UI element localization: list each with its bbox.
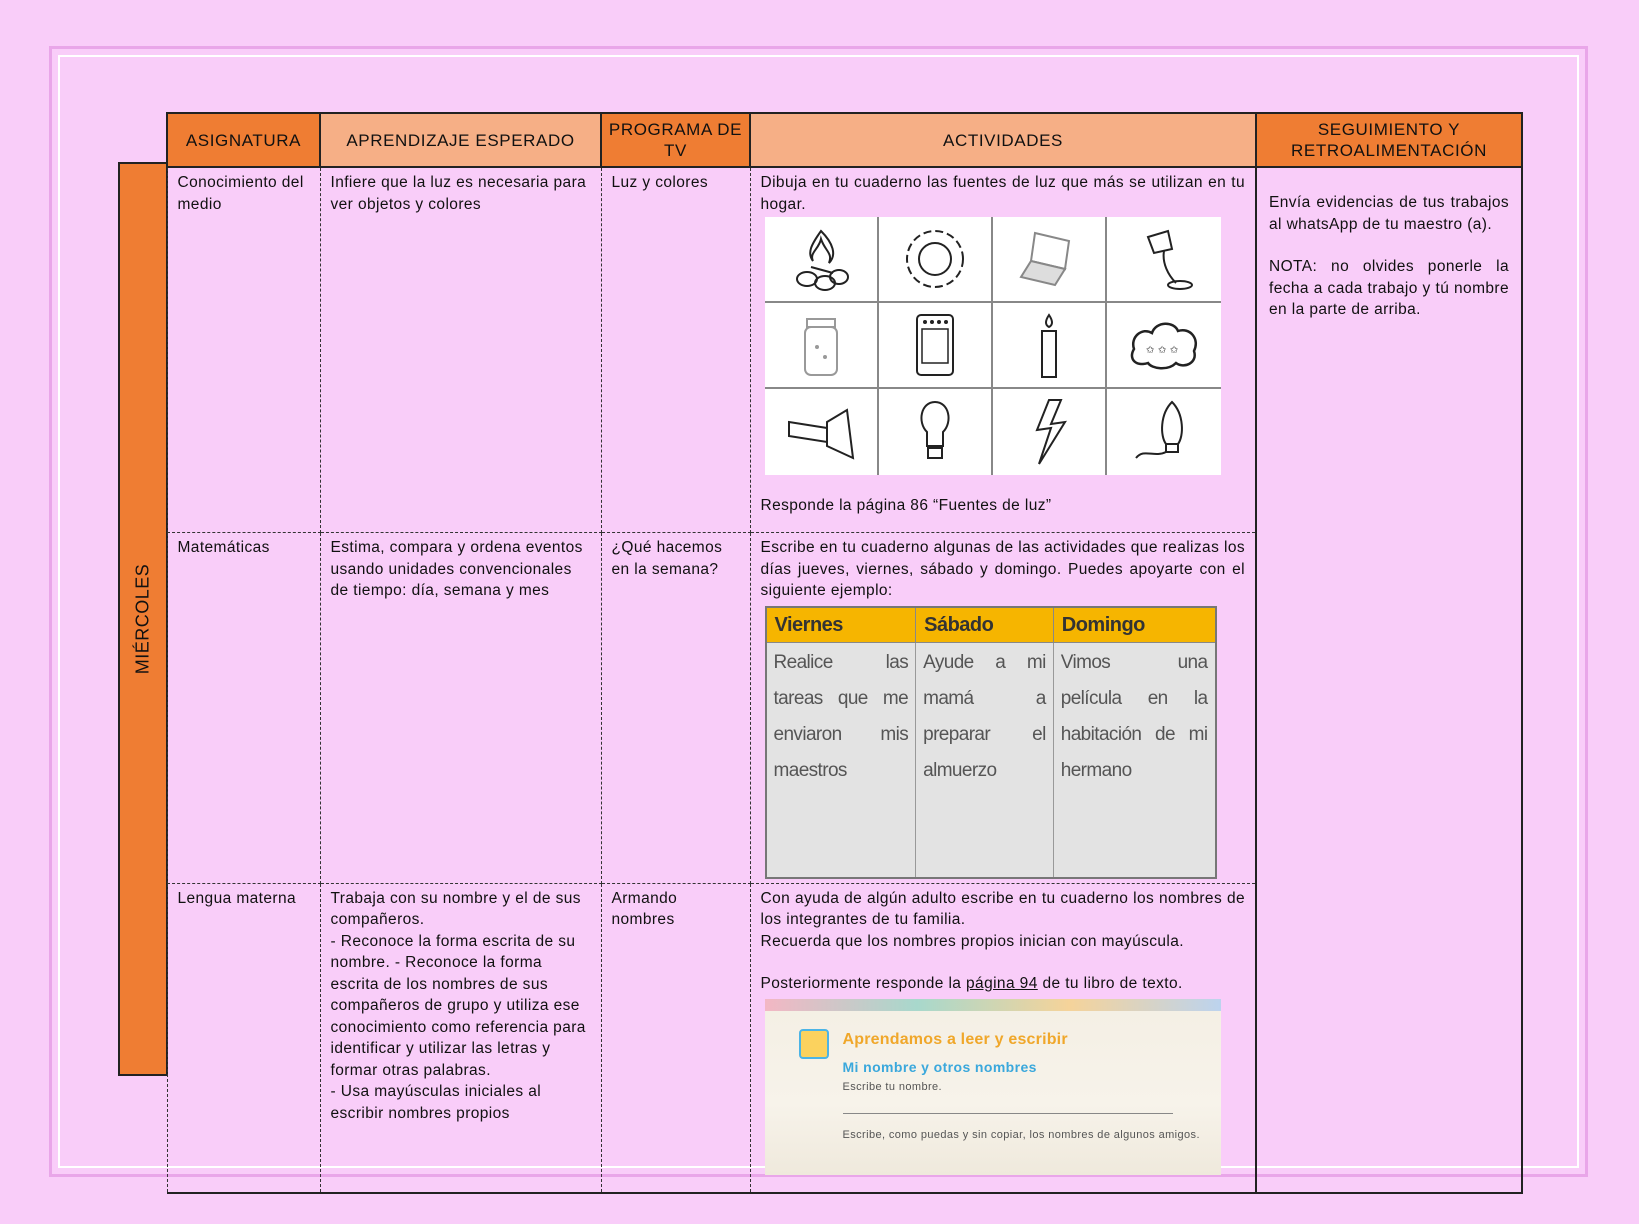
programa-cell: Luz y colores [601, 167, 750, 533]
textbook-write-line [843, 1113, 1173, 1114]
christmas-light-icon [1124, 396, 1204, 468]
flashlight-icon [781, 396, 861, 468]
actividades-cell [750, 883, 1256, 1193]
page-link: página 94 [966, 975, 1038, 992]
actividades-cell [750, 167, 1256, 533]
asignatura-cell: Lengua materna [167, 883, 320, 1193]
schedule-cell-sabado: Ayude a mi mamá a preparar el almuerzo [916, 642, 1054, 878]
actividad-intro: Escribe en tu cuaderno algunas de las actividades que realizas los días jueves, viernes, sábado y domingo. Puedes apoyarte con el siguiente ejemplo: [760, 539, 1245, 599]
schedule-header-domingo: Domingo [1053, 607, 1215, 643]
light-bulb-icon [895, 396, 975, 468]
textbook-badge-icon [799, 1029, 829, 1059]
programa-cell: ¿Qué hacemos en la semana? [601, 533, 750, 884]
day-column [118, 162, 168, 1076]
laptop-icon [1009, 223, 1089, 295]
aprendizaje-cell: Trabaja con su nombre y el de sus compañeros. - Reconoce la forma escrita de su nombre. - Reconoce la forma escrita de los nombres de sus compañeros de grupo y utiliza ese conocimiento como referencia para identificar y utilizar las letras y formar otras palabras. - Usa mayúsculas iniciales al escribir nombres propios [320, 883, 601, 1193]
lesson-plan-table [166, 112, 1523, 1194]
actividad-outro: Responde la página 86 “Fuentes de luz” [760, 497, 1052, 514]
seguimiento-p1: Envía evidencias de tus trabajos al whatsApp de tu maestro (a). [1269, 194, 1509, 233]
header-asignatura: ASIGNATURA [167, 113, 320, 167]
tablet-icon [895, 309, 975, 381]
schedule-header-sabado: Sábado [916, 607, 1054, 643]
schedule-cell-domingo: Vimos una película en la habitación de mi hermano [1053, 642, 1215, 878]
textbook-line2: Escribe, como puedas y sin copiar, los nombres de algunos amigos. [842, 1128, 1200, 1141]
svg-text:✩ ✩ ✩: ✩ ✩ ✩ [1145, 345, 1179, 356]
actividad-p2: Recuerda que los nombres propios inician con mayúscula. [760, 932, 1184, 950]
seguimiento-p2: NOTA: no olvides ponerle la fecha a cada trabajo y tú nombre en la parte de arriba. [1269, 258, 1509, 318]
table-row [167, 167, 1522, 533]
textbook-snippet [765, 999, 1221, 1175]
programa-cell: Armando nombres [601, 883, 750, 1193]
aprendizaje-cell: Infiere que la luz es necesaria para ver objetos y colores [320, 167, 601, 533]
campfire-icon [781, 223, 861, 295]
header-row [167, 113, 1522, 167]
light-sources-grid [765, 217, 1221, 475]
schedule-cell-viernes: Realice las tareas que me enviaron mis maestros [766, 642, 916, 878]
aprendizaje-cell: Estima, compara y ordena eventos usando unidades convencionales de tiempo: día, semana y mes [320, 533, 601, 884]
lightning-icon [1009, 396, 1089, 468]
textbook-subtitle: Mi nombre y otros nombres [842, 1058, 1037, 1075]
day-label: MIÉRCOLES [132, 563, 153, 675]
textbook-line1: Escribe tu nombre. [842, 1080, 943, 1093]
desk-lamp-icon [1124, 223, 1204, 295]
actividad-p3-post: de tu libro de texto. [1037, 975, 1183, 992]
actividad-p1: Con ayuda de algún adulto escribe en tu cuaderno los nombres de los integrantes de tu familia. [760, 889, 1245, 928]
seguimiento-cell [1256, 167, 1522, 1193]
actividad-p3 [761, 973, 1246, 995]
header-actividades: ACTIVIDADES [750, 113, 1256, 167]
asignatura-cell: Matemáticas [167, 533, 320, 884]
actividad-p3-pre: Posteriormente responde la [760, 975, 967, 992]
asignatura-cell: Conocimiento del medio [167, 167, 320, 533]
firefly-jar-icon [781, 309, 861, 381]
textbook-title: Aprendamos a leer y escribir [842, 1030, 1068, 1048]
sun-icon [895, 223, 975, 295]
candle-icon [1009, 309, 1089, 381]
actividad-intro: Dibuja en tu cuaderno las fuentes de luz que más se utilizan en tu hogar. [760, 174, 1245, 213]
header-seguimiento: SEGUIMIENTO Y RETROALIMENTACIÓN [1256, 113, 1522, 167]
starry-cloud-icon [1124, 309, 1204, 381]
textbook-color-strip [765, 999, 1221, 1011]
header-aprendizaje: APRENDIZAJE ESPERADO [320, 113, 601, 167]
schedule-header-viernes: Viernes [766, 607, 916, 643]
schedule-example [765, 606, 1217, 879]
header-programa: PROGRAMA DE TV [601, 113, 750, 167]
actividades-cell [750, 533, 1256, 884]
